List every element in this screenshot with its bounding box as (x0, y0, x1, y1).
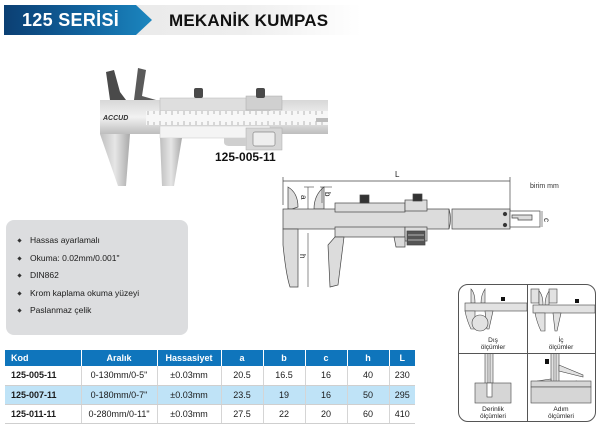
table-row (5, 385, 415, 404)
model-code-label: 125-005-11 (215, 150, 276, 164)
depth-measure-icon (459, 353, 527, 405)
cell-accuracy: ±0.03mm (157, 385, 221, 404)
features-list (6, 220, 188, 322)
usage-divider-horizontal (459, 353, 595, 354)
feature-item: Okuma: 0.02mm/0.001" (18, 252, 188, 270)
cell-b: 19 (263, 385, 305, 404)
table-row (5, 366, 415, 385)
inner-measure-icon (527, 285, 595, 337)
spec-table (5, 350, 415, 424)
feature-item: Hassas ayarlamalı (18, 234, 188, 252)
cell-accuracy: ±0.03mm (157, 366, 221, 385)
cell-c: 16 (305, 366, 347, 385)
cell-code: 125-005-11 (5, 366, 81, 385)
page-title: MEKANİK KUMPAS (169, 11, 329, 30)
col-header: b (263, 350, 305, 366)
usage-panel (458, 284, 596, 422)
feature-item: Krom kaplama okuma yüzeyi (18, 287, 188, 305)
cell-b: 16.5 (263, 366, 305, 385)
col-header: a (221, 350, 263, 366)
cell-h: 50 (347, 385, 389, 404)
usage-outer (459, 285, 527, 353)
col-header: Aralık (81, 350, 157, 366)
cell-a: 20.5 (221, 366, 263, 385)
unit-label: birim mm (530, 183, 559, 190)
cell-h: 60 (347, 404, 389, 423)
cell-h: 40 (347, 366, 389, 385)
cell-range: 0-180mm/0-7" (81, 385, 157, 404)
brand-label: ACCUD (103, 115, 129, 122)
col-header: h (347, 350, 389, 366)
cell-b: 22 (263, 404, 305, 423)
usage-step (527, 353, 595, 421)
table-row (5, 404, 415, 423)
features-panel (6, 220, 188, 335)
cell-code: 125-007-11 (5, 385, 81, 404)
usage-outer-line1: Dış (488, 337, 498, 344)
usage-outer-line2: ölçümler (480, 344, 506, 351)
header-banner (4, 5, 600, 35)
dim-h-label: h (298, 254, 307, 259)
col-header: Hassasiyet (157, 350, 221, 366)
dim-b-label: b (323, 192, 332, 197)
dim-c-label: c (542, 218, 551, 222)
feature-item: DIN862 (18, 269, 188, 287)
usage-depth-line2: ölçümleri (479, 413, 506, 420)
outer-measure-icon (459, 285, 527, 337)
table-header-row (5, 350, 415, 366)
col-header: Kod (5, 350, 81, 366)
col-header: c (305, 350, 347, 366)
usage-step-line2: ölçümleri (547, 413, 574, 420)
feature-item: Paslanmaz çelik (18, 304, 188, 322)
col-header: L (389, 350, 415, 366)
cell-a: 23.5 (221, 385, 263, 404)
step-measure-icon (527, 353, 595, 405)
cell-accuracy: ±0.03mm (157, 404, 221, 423)
dim-L-label: L (395, 170, 400, 179)
cell-c: 16 (305, 385, 347, 404)
cell-code: 125-011-11 (5, 404, 81, 423)
cell-range: 0-130mm/0-5" (81, 366, 157, 385)
cell-c: 20 (305, 404, 347, 423)
dim-a-label: a (299, 195, 308, 200)
cell-range: 0-280mm/0-11" (81, 404, 157, 423)
cell-L: 230 (389, 366, 415, 385)
series-label: 125 SERİSİ (22, 10, 120, 30)
usage-depth-line1: Derinlik (482, 406, 504, 413)
usage-inner-line1: İç (558, 337, 564, 344)
cell-L: 410 (389, 404, 415, 423)
cell-L: 295 (389, 385, 415, 404)
usage-step-line1: Adım (553, 406, 569, 413)
usage-depth (459, 353, 527, 421)
usage-inner-line2: ölçümler (548, 344, 574, 351)
usage-inner (527, 285, 595, 353)
cell-a: 27.5 (221, 404, 263, 423)
